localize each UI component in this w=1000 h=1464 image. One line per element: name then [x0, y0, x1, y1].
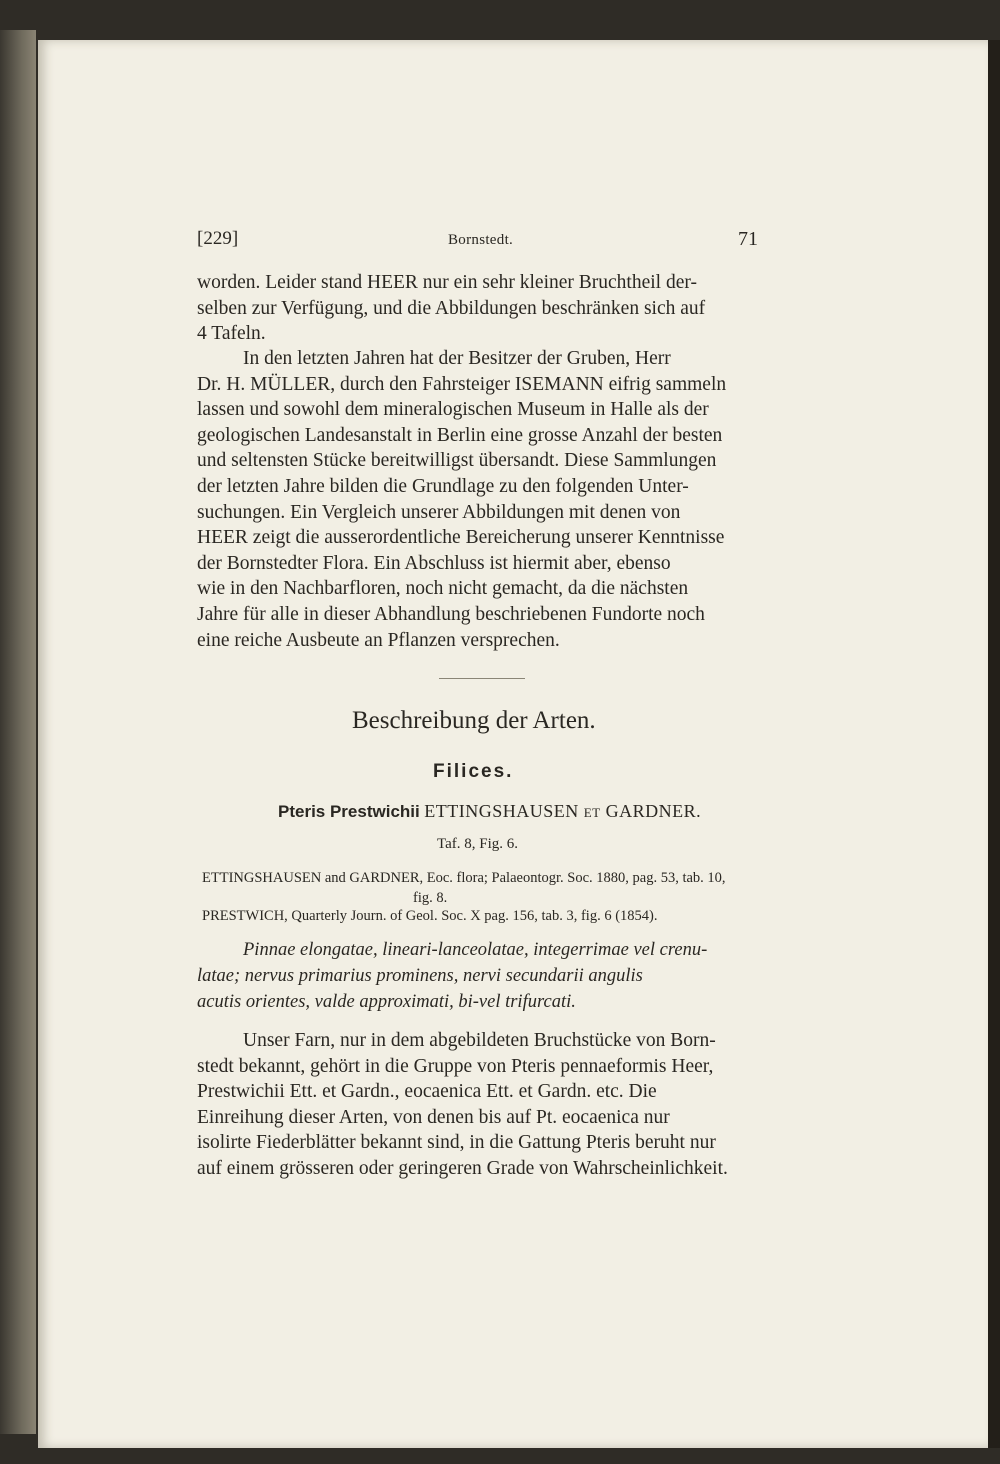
text-line: geologischen Landesanstalt in Berlin eine grosse Anzahl der besten [197, 424, 723, 446]
family-heading: Filices. [433, 761, 514, 782]
text-line: Dr. H. MÜLLER, durch den Fahrsteiger ISEMANN eifrig sammeln [197, 373, 727, 395]
text-line: 4 Tafeln. [197, 323, 266, 345]
text-line: auf einem grösseren oder geringeren Grade von Wahrscheinlichkeit. [197, 1157, 728, 1179]
text-line: HEER zeigt die ausserordentliche Bereicherung unserer Kenntnisse [197, 527, 725, 549]
text-line: der letzten Jahre bilden die Grundlage zu den folgenden Unter- [197, 475, 689, 497]
section-divider [439, 678, 525, 679]
text-line: Einreihung dieser Arten, von denen bis auf Pt. eocaenica nur [197, 1106, 670, 1128]
text-line: und seltensten Stücke bereitwilligst übersandt. Diese Sammlungen [197, 450, 717, 472]
text-line: isolirte Fiederblätter bekannt sind, in die Gattung Pteris beruht nur [197, 1132, 716, 1154]
text-line: wie in den Nachbarfloren, noch nicht gemacht, da die nächsten [197, 578, 689, 600]
paragraph-collections [197, 346, 763, 653]
species-name: Pteris Prestwichii [278, 802, 420, 821]
section-heading: Beschreibung der Arten. [352, 707, 596, 734]
text-line: acutis orientes, valde approximati, bi-vel trifurcati. [197, 992, 576, 1012]
text-line: worden. Leider stand HEER nur ein sehr kleiner Bruchtheil der- [197, 272, 697, 293]
latin-diagnosis [197, 937, 763, 1015]
paragraph-intro-end [197, 270, 763, 347]
text-line: lassen und sowohl dem mineralogischen Museum in Halle als der [197, 399, 709, 421]
text-line: In den letzten Jahren hat der Besitzer der Gruben, Herr [243, 348, 671, 369]
bibliographic-reference: PRESTWICH, Quarterly Journ. of Geol. Soc. X pag. 156, tab. 3, fig. 6 (1854). [202, 908, 658, 924]
page-sheet [38, 40, 988, 1448]
text-line: Jahre für alle in dieser Abhandlung beschriebenen Fundorte noch [197, 603, 705, 625]
text-line: Pinnae elongatae, lineari-lanceolatae, integerrimae vel crenu- [243, 940, 708, 960]
text-line: suchungen. Ein Vergleich unserer Abbildungen mit denen von [197, 501, 681, 523]
page-right-edge [988, 40, 1000, 1448]
facing-page-edge [0, 30, 36, 1434]
paragraph-discussion [197, 1028, 763, 1182]
species-heading [278, 801, 701, 822]
text-line: selben zur Verfügung, und die Abbildungen beschränken sich auf [197, 297, 706, 319]
text-line: der Bornstedter Flora. Ein Abschluss ist hiermit aber, ebenso [197, 552, 671, 574]
text-line: stedt bekannt, gehört in die Gruppe von Pteris pennaeformis Heer, [197, 1055, 714, 1077]
text-line: latae; nervus primarius prominens, nervi secundarii angulis [197, 966, 643, 986]
species-authors: ETTINGSHAUSEN et GARDNER. [424, 801, 702, 821]
plate-reference: Taf. 8, Fig. 6. [437, 836, 519, 852]
text-line: eine reiche Ausbeute an Pflanzen versprechen. [197, 629, 560, 651]
page-number: 71 [738, 228, 758, 250]
bibliographic-reference: ETTINGSHAUSEN and GARDNER, Eoc. flora; Palaeontogr. Soc. 1880, pag. 53, tab. 10, [202, 870, 726, 886]
text-line: Prestwichii Ett. et Gardn., eocaenica Ett. et Gardn. etc. Die [197, 1081, 657, 1103]
bibliographic-reference-continuation: fig. 8. [413, 890, 448, 906]
running-header-section-number: [229] [197, 228, 239, 249]
text-line: Unser Farn, nur in dem abgebildeten Bruchstücke von Born- [243, 1030, 716, 1051]
running-header-title: Bornstedt. [448, 232, 514, 248]
